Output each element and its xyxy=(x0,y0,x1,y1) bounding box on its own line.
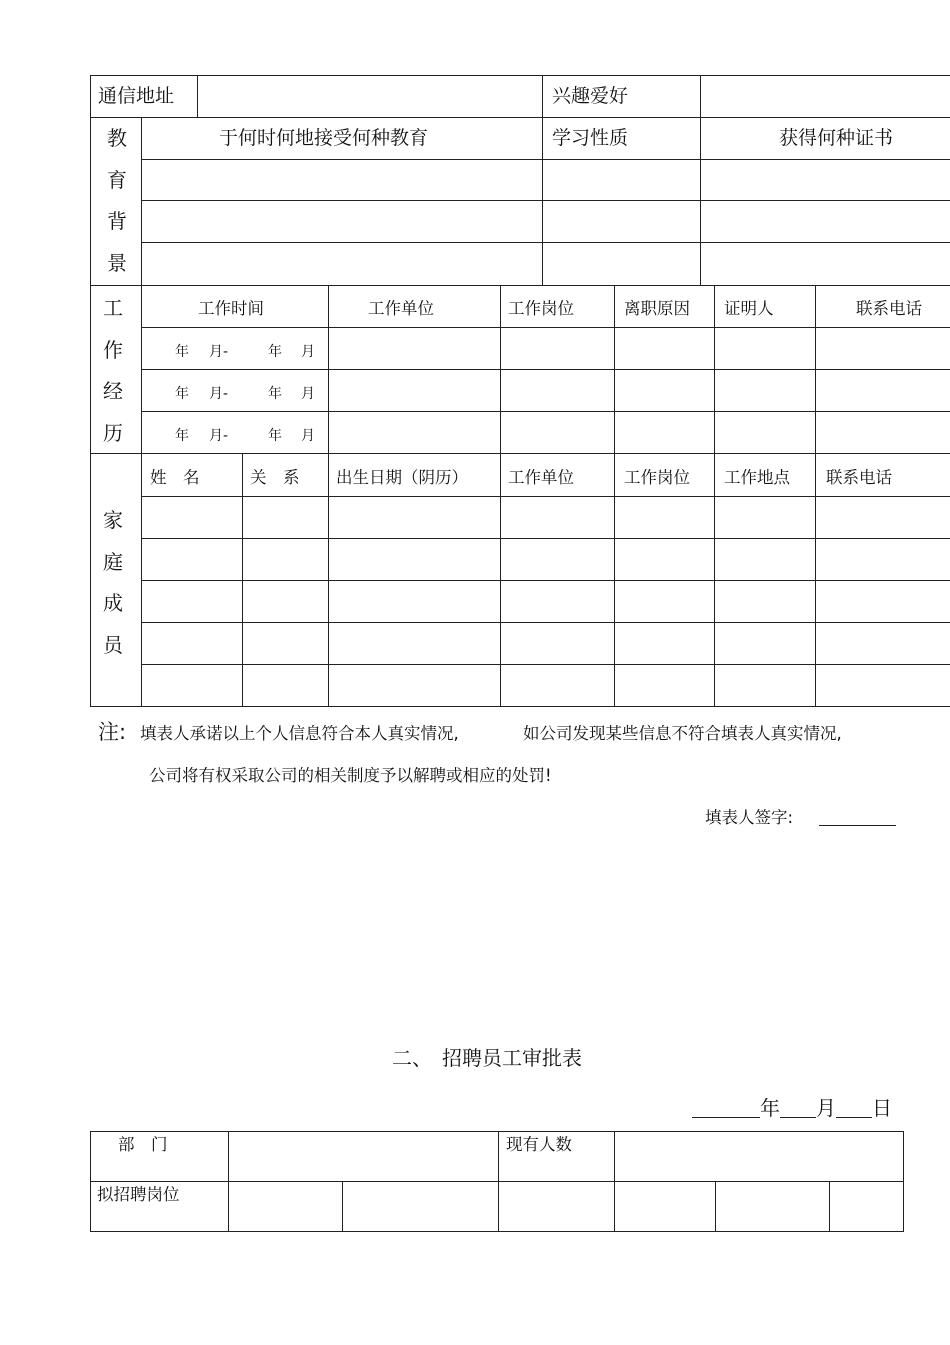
family-header-company: 工作单位 xyxy=(508,468,574,487)
education-side-label: 教 育 背 景 xyxy=(107,126,127,275)
work-side-label: 工 作 经 历 xyxy=(103,296,123,445)
family-header-position: 工作岗位 xyxy=(624,468,690,487)
family-header-phone: 联系电话 xyxy=(826,468,892,487)
work-header-position: 工作岗位 xyxy=(508,299,574,318)
position-label: 拟招聘岗位 xyxy=(97,1185,180,1204)
work-header-company: 工作单位 xyxy=(368,299,434,318)
dept-input[interactable] xyxy=(230,1133,496,1179)
headcount-label: 现有人数 xyxy=(506,1135,572,1154)
approval-date: 年 月 日 xyxy=(692,1098,892,1118)
work-header-time: 工作时间 xyxy=(198,299,264,318)
note-line2: 公司将有权采取公司的相关制度予以解聘或相应的处罚! xyxy=(149,766,552,785)
work-header-reference: 证明人 xyxy=(724,299,774,318)
signature-line[interactable] xyxy=(819,825,896,826)
family-header-name: 姓 名 xyxy=(150,468,200,487)
note-line1a: 填表人承诺以上个人信息符合本人真实情况, xyxy=(140,724,459,743)
work-header-reason: 离职原因 xyxy=(624,299,690,318)
address-input[interactable] xyxy=(199,77,540,116)
work-header-phone: 联系电话 xyxy=(856,299,922,318)
family-side-label: 家 庭 成 员 xyxy=(103,508,123,657)
family-header-relation: 关 系 xyxy=(250,468,300,487)
dept-label: 部 门 xyxy=(118,1135,168,1154)
hobby-label: 兴趣爱好 xyxy=(552,85,629,107)
education-col-cert: 获得何种证书 xyxy=(779,127,894,149)
headcount-input[interactable] xyxy=(616,1133,902,1179)
signature-label: 填表人签字: xyxy=(705,808,794,827)
education-col-type: 学习性质 xyxy=(552,127,629,149)
hobby-input[interactable] xyxy=(702,77,948,116)
education-col-when: 于何时何地接受何种教育 xyxy=(219,127,429,149)
section2-title: 二、 招聘员工审批表 xyxy=(392,1046,582,1070)
date-year-blank[interactable] xyxy=(692,1099,760,1118)
family-header-birthdate: 出生日期（阴历） xyxy=(336,468,468,487)
date-day-blank[interactable] xyxy=(836,1099,872,1118)
family-header-location: 工作地点 xyxy=(724,468,790,487)
note-prefix: 注: xyxy=(98,720,127,744)
address-label: 通信地址 xyxy=(98,85,175,107)
note-line1b: 如公司发现某些信息不符合填表人真实情况, xyxy=(523,724,842,743)
date-month-blank[interactable] xyxy=(780,1099,816,1118)
